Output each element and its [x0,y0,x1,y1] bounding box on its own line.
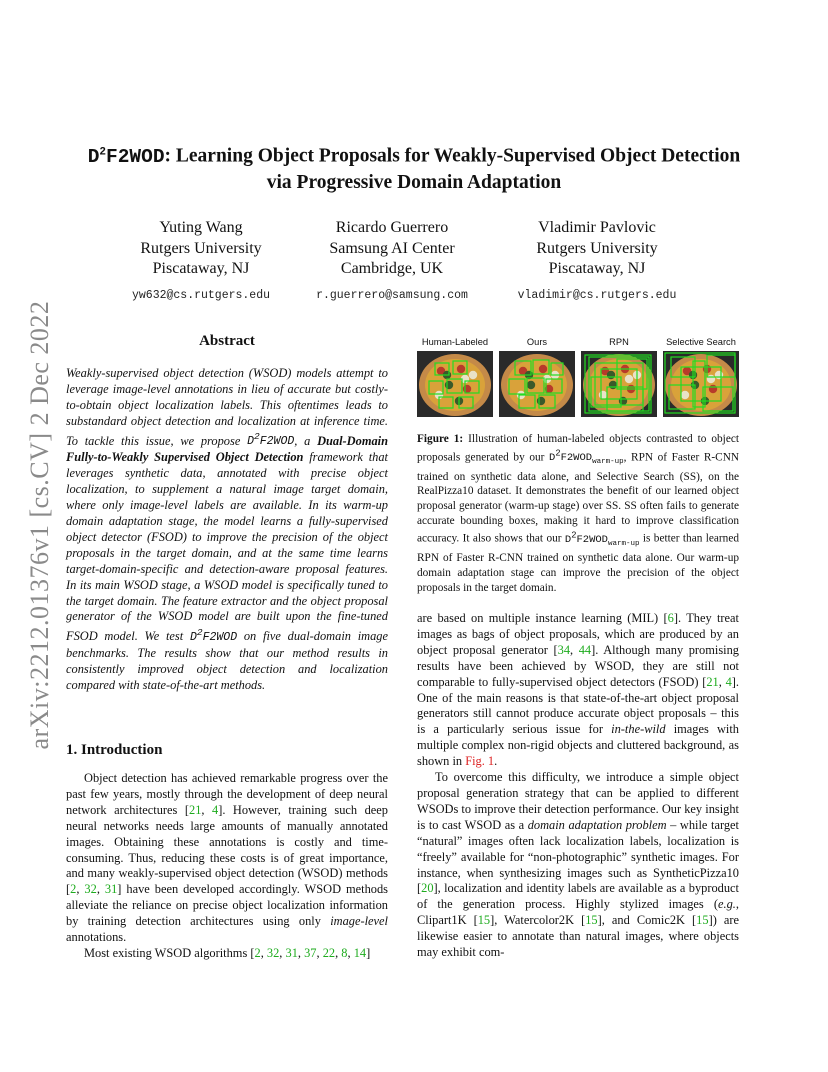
right-paragraph-2: To overcome this difficulty, we introduce a simple object proposal generation strategy that can be applied to different WSODs to improve their detection performance. Our key insight is to cast WSOD as a domain adaptation problem – while target “natural” images often lack localization labels, localization is “freely” available for “non-photographic” synthetic images. For instance, when synthesizing images such as SyntheticPizza10 [20], localization and identity labels are available as a byproduct of the generation process. Highly stylized images (e.g., Clipart1K [15], Watercolor2K [15], and Comic2K [15]) are likewise easier to annotate than natural images, where objects may exhibit com- [417,770,739,960]
section-heading-introduction: 1. Introduction [66,742,163,758]
figure-panel-labels [417,337,739,351]
panel-human-labeled [417,351,493,417]
arxiv-identifier [20,290,60,760]
intro-paragraph-1: Object detection has achieved remarkable progress over the past few years, mostly through the development of deep neural network architectures [21, 4]. However, training such deep neural networks needs large amounts of manually annotated images. Obtaining these annotations is costly and time-consuming. Thus, reducing these costs is of great importance, and many weakly-supervised object detection (WSOD) methods [2, 32, 31] have been developed accordingly. WSOD methods alleviate the reliance on precise object localization information by training detection architectures using only image-level annotations. [66,771,389,945]
panel-label-rpn: RPN [609,337,629,347]
panel-ours [499,351,575,417]
author-affiliation: Rutgers University [140,239,262,257]
panel-selective-search [663,351,739,417]
abstract-body: Weakly-supervised object detection (WSOD) models attempt to leverage image-level annotations in lieu of accurate but costly-to-obtain object localization labels. This oftentimes leads to substandard object detection and localization at inference time. To tackle this issue, we propose $D^2F2WOD$, a Dual-Domain Fully-to-Weakly Supervised Object Detection framework that leverages synthetic data, annotated with precise object localization, to supplement a natural image target domain, where only image-level labels are available. In its warm-up domain adaptation stage, the model learns a fully-supervised object detector (FSOD) to improve the precision of the object proposals in the target domain, and at the same time learns target-domain-specific and detection-aware proposal features. In its main WSOD stage, a WSOD model is specifically tuned to the target domain. The feature extractor and the object proposal generator of the WSOD model are built upon the fine-tuned FSOD model. We test $D^2F2WOD$ on five dual-domain image benchmarks. The results show that our method results in consistently improved object detection and localization compared with state-of-the-art methods. [66,366,388,692]
author-email[interactable]: yw632@cs.rutgers.edu [131,288,271,302]
author-block-2 [277,218,507,306]
panel-label-human-labeled: Human-Labeled [421,337,489,347]
figure-1-link[interactable]: Fig. 1 [465,754,495,769]
author-name: Yuting Wang [159,219,243,236]
author-email[interactable]: vladimir@cs.rutgers.edu [517,288,677,302]
author-location: Cambridge, UK [340,260,444,277]
author-block-3 [482,218,712,306]
introduction-body [66,771,388,962]
panel-label-selective-search: Selective Search [666,337,736,347]
author-affiliation: Samsung AI Center [329,239,455,257]
right-paragraph-1: are based on multiple instance learning (MIL) [6]. They treat images as bags of object proposals, which are produced by an object proposal generator [34, 44]. Although many promising results have been achieved by WSOD, they are still not comparable to fully-supervised object detectors (FSOD) [21, 4]. One of the main reasons is that state-of-the-art object proposal generators still cannot produce accurate object proposals – this is a particularly serious issue for in-the-wild images with multiple complex non-rigid objects and cluttered background, as shown in Fig. 1. [417,611,739,769]
figure-1 [417,337,739,595]
title-method-name: $D^2F2WOD$ [87,145,165,168]
author-name: Vladimir Pavlovic [538,219,656,236]
paper-title [60,140,768,195]
figure-panels [417,351,739,417]
intro-paragraph-2: Most existing WSOD algorithms [2, 32, 31, 37, 22, 8, 14] [84,945,371,960]
author-location: Piscataway, NJ [548,260,646,277]
abstract-heading: Abstract [199,333,255,349]
right-column-body [417,611,739,961]
author-location: Piscataway, NJ [152,260,250,277]
arxiv-identifier-text: arXiv:2212.01376v1 [cs.CV] 2 Dec 2022 [25,300,54,750]
caption-label: Figure 1: [417,433,464,445]
author-affiliation: Rutgers University [536,239,658,257]
panel-label-ours: Ours [526,337,548,347]
title-line-2: via Progressive Domain Adaptation [266,171,562,193]
author-name: Ricardo Guerrero [335,219,449,236]
figure-caption: Figure 1: Illustration of human-labeled objects contrasted to object proposals generated by our $D^2F2WOD_{warm-up}$, RPN of Faster R-CNN trained on synthetic data alone, and Selective Search (SS), on the RealPizza10 dataset. It demonstrates the benefit of our learned object proposal generator (warm-up stage) over SS. SS often fails to generate accurate bounding boxes, making it hard to improve classification accuracy. It also shows that our $D^2F2WOD_{warm-up}$ is better than learned RPN of Faster R-CNN trained on synthetic data alone. Our warm-up domain adaptation stage can improve the precision of the object proposals in the target domain. [417,433,740,594]
panel-rpn [581,351,657,417]
title-line-1: : Learning Object Proposals for Weakly-Supervised Object Detection [164,145,741,167]
author-email[interactable]: r.guerrero@samsung.com [316,288,468,302]
